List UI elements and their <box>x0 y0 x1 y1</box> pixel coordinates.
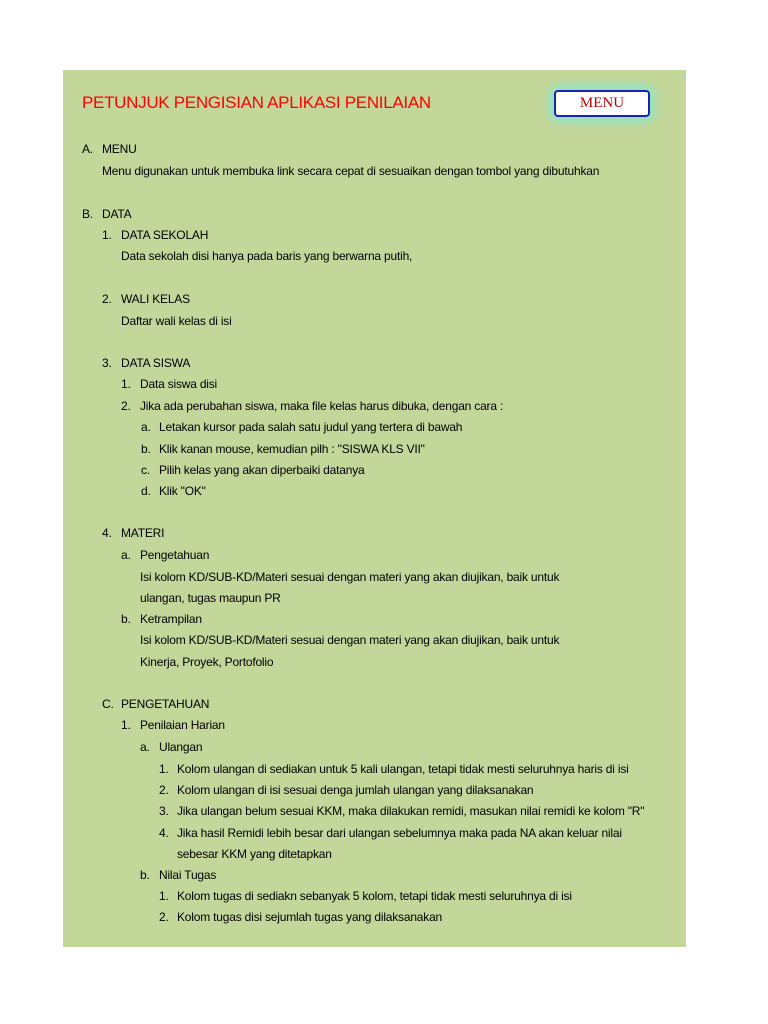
line-text: Klik "OK" <box>159 484 206 498</box>
list-marker: 1. <box>121 718 131 732</box>
line-text: Letakan kursor pada salah satu judul yang tertera di bawah <box>159 420 463 434</box>
page-title: PETUNJUK PENGISIAN APLIKASI PENILAIAN <box>82 93 431 112</box>
list-item <box>121 718 225 732</box>
line-text: DATA <box>102 207 132 221</box>
list-item <box>141 442 425 456</box>
line-text: Nilai Tugas <box>159 868 217 882</box>
list-item <box>159 910 442 924</box>
line-text: Klik kanan mouse, kemudian pilh : "SISWA KLS VII" <box>159 442 425 456</box>
section-c-heading <box>102 697 209 711</box>
line-text: sebesar KKM yang ditetapkan <box>177 847 332 861</box>
list-marker: 2. <box>159 783 169 797</box>
list-item <box>159 889 572 903</box>
list-marker: B. <box>82 207 93 221</box>
line-text: Penilaian Harian <box>140 718 225 732</box>
list-item <box>159 783 533 797</box>
list-item <box>121 377 217 391</box>
list-marker: a. <box>140 740 150 754</box>
line-text: Kolom ulangan di sediakan untuk 5 kali ulangan, tetapi tidak mesti seluruhnya haris di isi <box>177 762 629 776</box>
list-item <box>102 292 190 306</box>
line-text: ulangan, tugas maupun PR <box>140 591 281 605</box>
list-item <box>102 228 208 242</box>
line-text: MATERI <box>121 526 165 540</box>
line-text: Isi kolom KD/SUB-KD/Materi sesuai dengan materi yang akan diujikan, baik untuk <box>140 570 560 584</box>
line-text: Kolom tugas disi sejumlah tugas yang dilaksanakan <box>177 910 443 924</box>
text-line <box>121 249 412 263</box>
list-marker: 3. <box>159 804 169 818</box>
list-marker: d. <box>141 484 151 498</box>
list-marker: 4. <box>102 526 112 540</box>
line-text: Kolom tugas di sediakn sebanyak 5 kolom, tetapi tidak mesti seluruhnya di isi <box>177 889 572 903</box>
list-marker: C. <box>102 697 114 711</box>
list-marker: b. <box>141 442 151 456</box>
line-text: Jika ada perubahan siswa, maka file kelas harus dibuka, dengan cara : <box>140 399 504 413</box>
list-marker: 1. <box>121 377 131 391</box>
list-item <box>140 740 202 754</box>
line-text: DATA SISWA <box>121 356 191 370</box>
line-text: Jika ulangan belum sesuai KKM, maka dilakukan remidi, masukan nilai remidi ke kolom "R" <box>177 804 645 818</box>
list-marker: 1. <box>159 889 169 903</box>
line-text: Ketrampilan <box>140 612 202 626</box>
list-item <box>159 762 629 776</box>
list-item <box>159 804 644 818</box>
list-marker: 2. <box>121 399 131 413</box>
list-item <box>159 826 622 840</box>
text-line <box>177 847 332 861</box>
list-item <box>141 420 462 434</box>
menu-button[interactable]: MENU <box>554 90 650 117</box>
list-marker: a. <box>121 548 131 562</box>
line-text: Data siswa disi <box>140 377 218 391</box>
line-text: Ulangan <box>159 740 203 754</box>
line-text: Jika hasil Remidi lebih besar dari ulangan sebelumnya maka pada NA akan keluar nilai <box>177 826 622 840</box>
list-marker: 1. <box>159 762 169 776</box>
text-line <box>140 655 273 669</box>
list-item <box>141 463 364 477</box>
list-marker: 2. <box>159 910 169 924</box>
text-line <box>140 570 559 584</box>
list-item <box>121 612 202 626</box>
list-item <box>141 484 206 498</box>
line-text: Pengetahuan <box>140 548 210 562</box>
line-text: Data sekolah disi hanya pada baris yang berwarna putih, <box>121 249 413 263</box>
text-line <box>140 591 281 605</box>
line-text: Kolom ulangan di isi sesuai denga jumlah ulangan yang dilaksanakan <box>177 783 534 797</box>
list-marker: b. <box>140 868 150 882</box>
list-item <box>121 399 503 413</box>
line-text: WALI KELAS <box>121 292 190 306</box>
line-text: Isi kolom KD/SUB-KD/Materi sesuai dengan materi yang akan diujikan, baik untuk <box>140 633 560 647</box>
list-marker: c. <box>141 463 150 477</box>
section-a-heading <box>82 142 137 156</box>
line-text: MENU <box>102 142 137 156</box>
text-line <box>102 164 599 178</box>
list-item <box>102 526 164 540</box>
list-item <box>121 548 209 562</box>
list-marker: 4. <box>159 826 169 840</box>
text-line <box>121 314 232 328</box>
line-text: Pilih kelas yang akan diperbaiki datanya <box>159 463 365 477</box>
line-text: DATA SEKOLAH <box>121 228 209 242</box>
list-marker: A. <box>82 142 93 156</box>
list-marker: b. <box>121 612 131 626</box>
line-text: PENGETAHUAN <box>121 697 210 711</box>
text-line <box>140 633 559 647</box>
line-text: Menu digunakan untuk membuka link secara cepat di sesuaikan dengan tombol yang dibutuhkan <box>102 164 600 178</box>
list-item <box>140 868 216 882</box>
line-text: Kinerja, Proyek, Portofolio <box>140 655 274 669</box>
section-b-heading <box>82 207 131 221</box>
list-marker: 2. <box>102 292 112 306</box>
list-item <box>102 356 190 370</box>
line-text: Daftar wali kelas di isi <box>121 314 232 328</box>
list-marker: 3. <box>102 356 112 370</box>
list-marker: a. <box>141 420 151 434</box>
list-marker: 1. <box>102 228 112 242</box>
